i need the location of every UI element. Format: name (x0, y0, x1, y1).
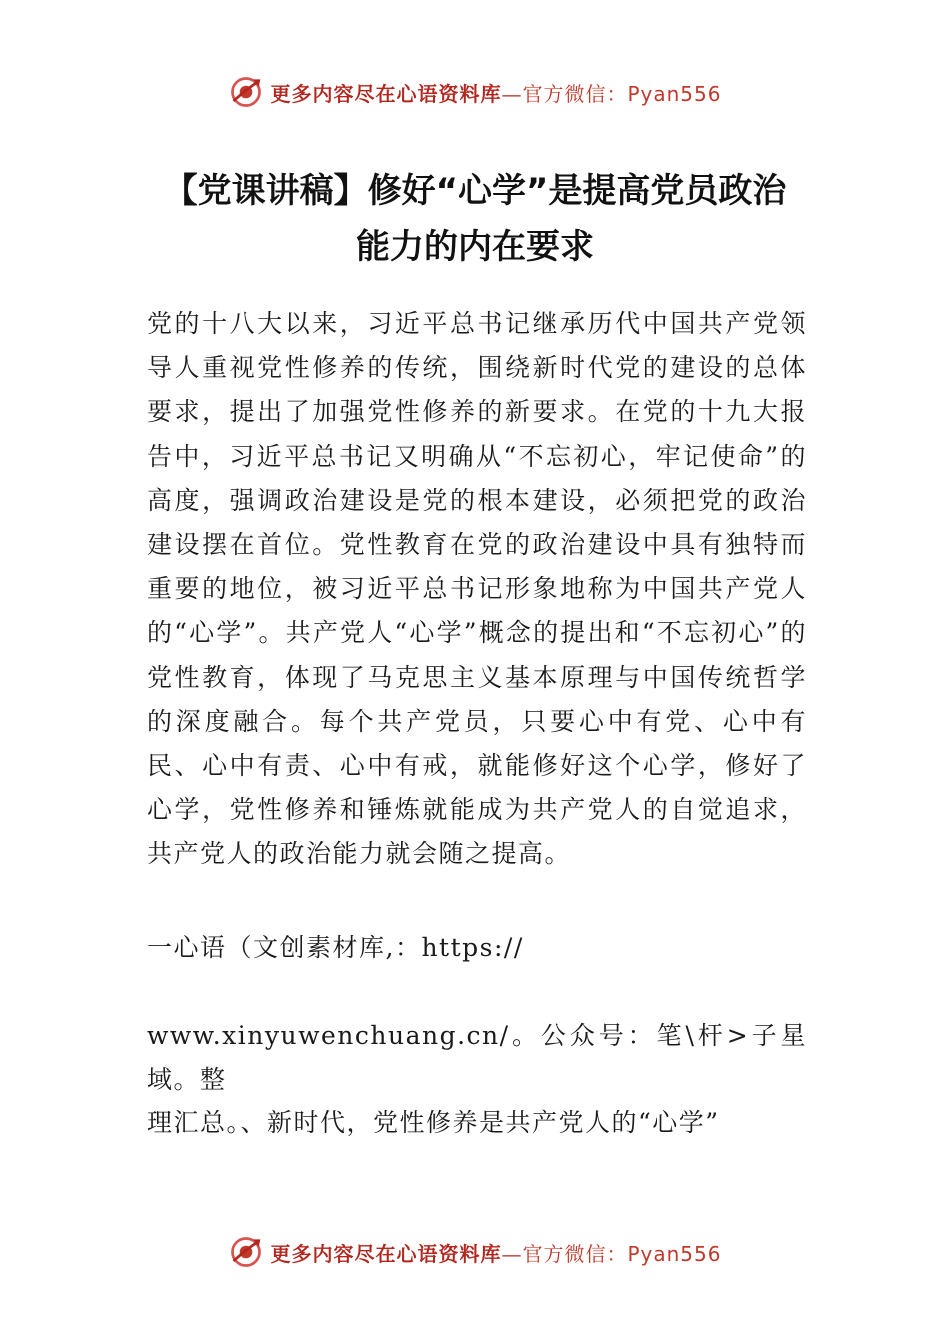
page-title-line-1: 【党课讲稿】修好“心学”是提高党员政治 (163, 171, 787, 211)
footer-watermark (0, 1232, 950, 1272)
body-paragraph-1: 党的十八大以来，习近平总书记继承历代中国共产党领导人重视党性修养的传统，围绕新时代党的建设的总体要求，提出了加强党性修养的新要求。在党的十九大报告中，习近平总书记又明确从“不忘初心，牢记使命”的高度，强调政治建设是党的根本建设，必须把党的政治建设摆在首位。党性教育在党的政治建设中具有独特而重要的地位，被习近平总书记形象地称为中国共产党人的“心学”。共产党人“心学”概念的提出和“不忘初心”的党性教育，体现了马克思主义基本原理与中国传统哲学的深度融合。每个共产党员，只要心中有党、心中有民、心中有责、心中有戒，就能修好这个心学，修好了心学，党性修养和锤炼就能成为共产党人的自觉追求，共产党人的政治能力就会随之提高。 (147, 309, 807, 869)
page-title (0, 163, 950, 275)
header-watermark-text (270, 78, 721, 107)
body-paragraph-3: www.xinyuwenchuang.cn/。公众号：笔\杆>子星域。整 (147, 1021, 807, 1095)
wechat-id: 官方微信：Pyan556 (522, 81, 722, 106)
page-title-line-2: 能力的内在要求 (356, 227, 594, 267)
brand-name: 更多内容尽在心语资料库 (270, 81, 502, 106)
body-paragraph-2: 一心语（文创素材库,：https:// (147, 933, 524, 962)
brand-name: 更多内容尽在心语资料库 (270, 1241, 502, 1266)
wechat-id: 官方微信：Pyan556 (522, 1241, 722, 1266)
banner-separator: — (501, 1241, 523, 1266)
brand-logo-icon (228, 74, 264, 110)
header-watermark (0, 72, 950, 112)
banner-separator: — (501, 81, 523, 106)
footer-watermark-text (270, 1238, 721, 1267)
brand-logo-icon (228, 1234, 264, 1270)
body-paragraph-4: 理汇总。、新时代，党性修养是共产党人的“心学” (147, 1108, 720, 1137)
